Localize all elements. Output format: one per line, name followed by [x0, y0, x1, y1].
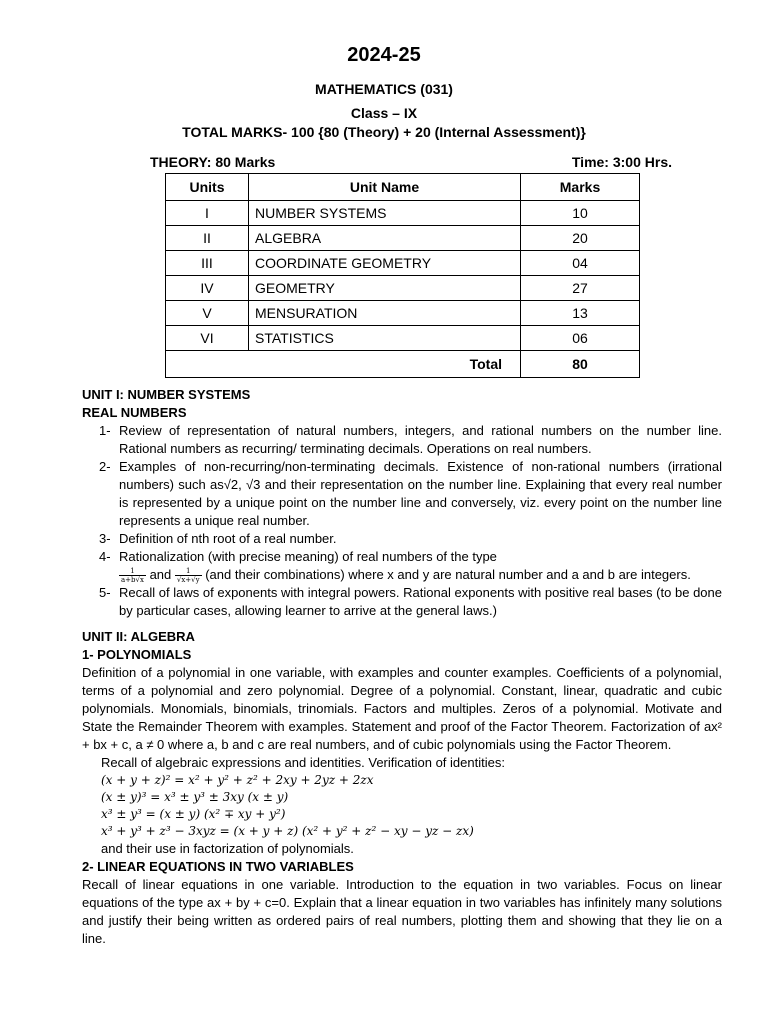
total-marks-heading: TOTAL MARKS- 100 {80 (Theory) + 20 (Internal Assessment)} [182, 124, 586, 140]
polynomials-heading: 1- POLYNOMIALS [82, 647, 192, 663]
unit1-title: UNIT I: NUMBER SYSTEMS [82, 387, 251, 402]
table-row [166, 326, 640, 351]
list-item: 5- Recall of laws of exponents with integral powers. Rational exponents with positive real bases (to be done by particular cases, allowing learner to arrive at the general laws.) [99, 585, 722, 619]
unit-marks: 27 [521, 276, 640, 301]
unit-marks: 10 [521, 201, 640, 226]
list-item: 2- Examples of non-recurring/non-terminating decimals. Existence of non-rational numbers (irrational numbers) such as√2, √3 and their representation on the number line. Explaining that every real number is represented by a unique point on the number line and conversely, viz. every point on the number line represents a unique real number. [99, 459, 722, 528]
list-item: 1- Review of representation of natural numbers, integers, and rational numbers on the number line. Rational numbers as recurring/ terminating decimals. Operations on real numbers. [99, 423, 722, 456]
class-heading: Class – IX [350, 105, 418, 121]
unit-number: V [166, 301, 249, 326]
identity-1: (x + y + z)² = x² + y² + z² + 2xy + 2yz + 2zx [101, 773, 374, 788]
unit-name: GEOMETRY [249, 276, 521, 301]
unit-number: III [166, 251, 249, 276]
total-label: Total [166, 351, 521, 378]
fraction-2: $\frac{1}{√x+√y}$ [176, 567, 200, 585]
unit-marks: 06 [521, 326, 640, 351]
linear-equations-heading: 2- LINEAR EQUATIONS IN TWO VARIABLES [82, 859, 354, 875]
identity-4: x³ + y³ + z³ − 3xyz = (x + y + z) (x² + y² + z² − xy − yz − zx) [101, 824, 474, 839]
identity-3: x³ ± y³ = (x ± y) (x² ∓ xy + y²) [101, 807, 286, 822]
theory-marks-label: THEORY: 80 Marks [150, 154, 276, 170]
table-row [166, 276, 640, 301]
unit-name: ALGEBRA [249, 226, 521, 251]
polynomials-paragraph: Definition of a polynomial in one variable, with examples and counter examples. Coefficients of a polynomial, terms of a polynomial and zero polynomial. Degree of a polynomial. Constant, linear, quadratic and cubic polynomials. Monomials, binomials, trinomials. Factors and multiples. Zeros of a polynomial. Motivate and State the Remainder Theorem with examples. Statement and proof of the Factor Theorem. Factorization of ax² + bx + c, a ≠ 0 where a, b and c are real numbers, and of cubic polynomials using the Factor Theorem. [82, 665, 722, 753]
unit-marks: 20 [521, 226, 640, 251]
unit-marks: 04 [521, 251, 640, 276]
table-header-marks: Marks [521, 174, 640, 201]
unit-name: NUMBER SYSTEMS [249, 201, 521, 226]
table-row [166, 301, 640, 326]
identities-intro: Recall of algebraic expressions and identities. Verification of identities: [101, 755, 505, 771]
unit-number: IV [166, 276, 249, 301]
identity-2: (x ± y)³ = x³ ± y³ ± 3xy (x ± y) [101, 790, 289, 805]
subject-heading: MATHEMATICS (031) [315, 81, 453, 97]
unit-name: COORDINATE GEOMETRY [249, 251, 521, 276]
table-row [166, 251, 640, 276]
unit-number: I [166, 201, 249, 226]
table-header-row [166, 174, 640, 201]
list-item: 3- Definition of nth root of a real number. [99, 531, 337, 546]
unit-number: II [166, 226, 249, 251]
list-item: 4- Rationalization (with precise meaning) of real numbers of the type $\frac{1}{a+b√x}$ and $\frac{1}{√x+√y}$ (and their combinations) where x and y are natural number and a and b are integers. [99, 549, 691, 585]
syllabus-content [82, 386, 722, 948]
table-header-unit-name: Unit Name [249, 174, 521, 201]
unit-name: STATISTICS [249, 326, 521, 351]
table-header-units: Units [166, 174, 249, 201]
unit1-subtitle: REAL NUMBERS [82, 405, 187, 420]
year-heading: 2024-25 [347, 44, 421, 66]
time-label: Time: 3:00 Hrs. [571, 154, 672, 170]
linear-equations-paragraph: Recall of linear equations in one variable. Introduction to the equation in two variables. Focus on linear equations of the type ax + by + c=0. Explain that a linear equation in two variables has infinitely many solutions and justify their being written as ordered pairs of real numbers, plotting them and showing that they lie on a line. [82, 877, 722, 947]
table-row [166, 226, 640, 251]
table-row [166, 201, 640, 226]
unit-number: VI [166, 326, 249, 351]
total-value: 80 [521, 351, 640, 378]
unit-name: MENSURATION [249, 301, 521, 326]
unit2-title: UNIT II: ALGEBRA [82, 629, 195, 645]
table-total-row [166, 351, 640, 378]
fraction-1: $\frac{1}{a+b√x}$ [121, 567, 144, 585]
identities-use: and their use in factorization of polynomials. [101, 841, 354, 857]
unit1-list [82, 422, 722, 620]
units-marks-table [165, 173, 640, 378]
unit-marks: 13 [521, 301, 640, 326]
